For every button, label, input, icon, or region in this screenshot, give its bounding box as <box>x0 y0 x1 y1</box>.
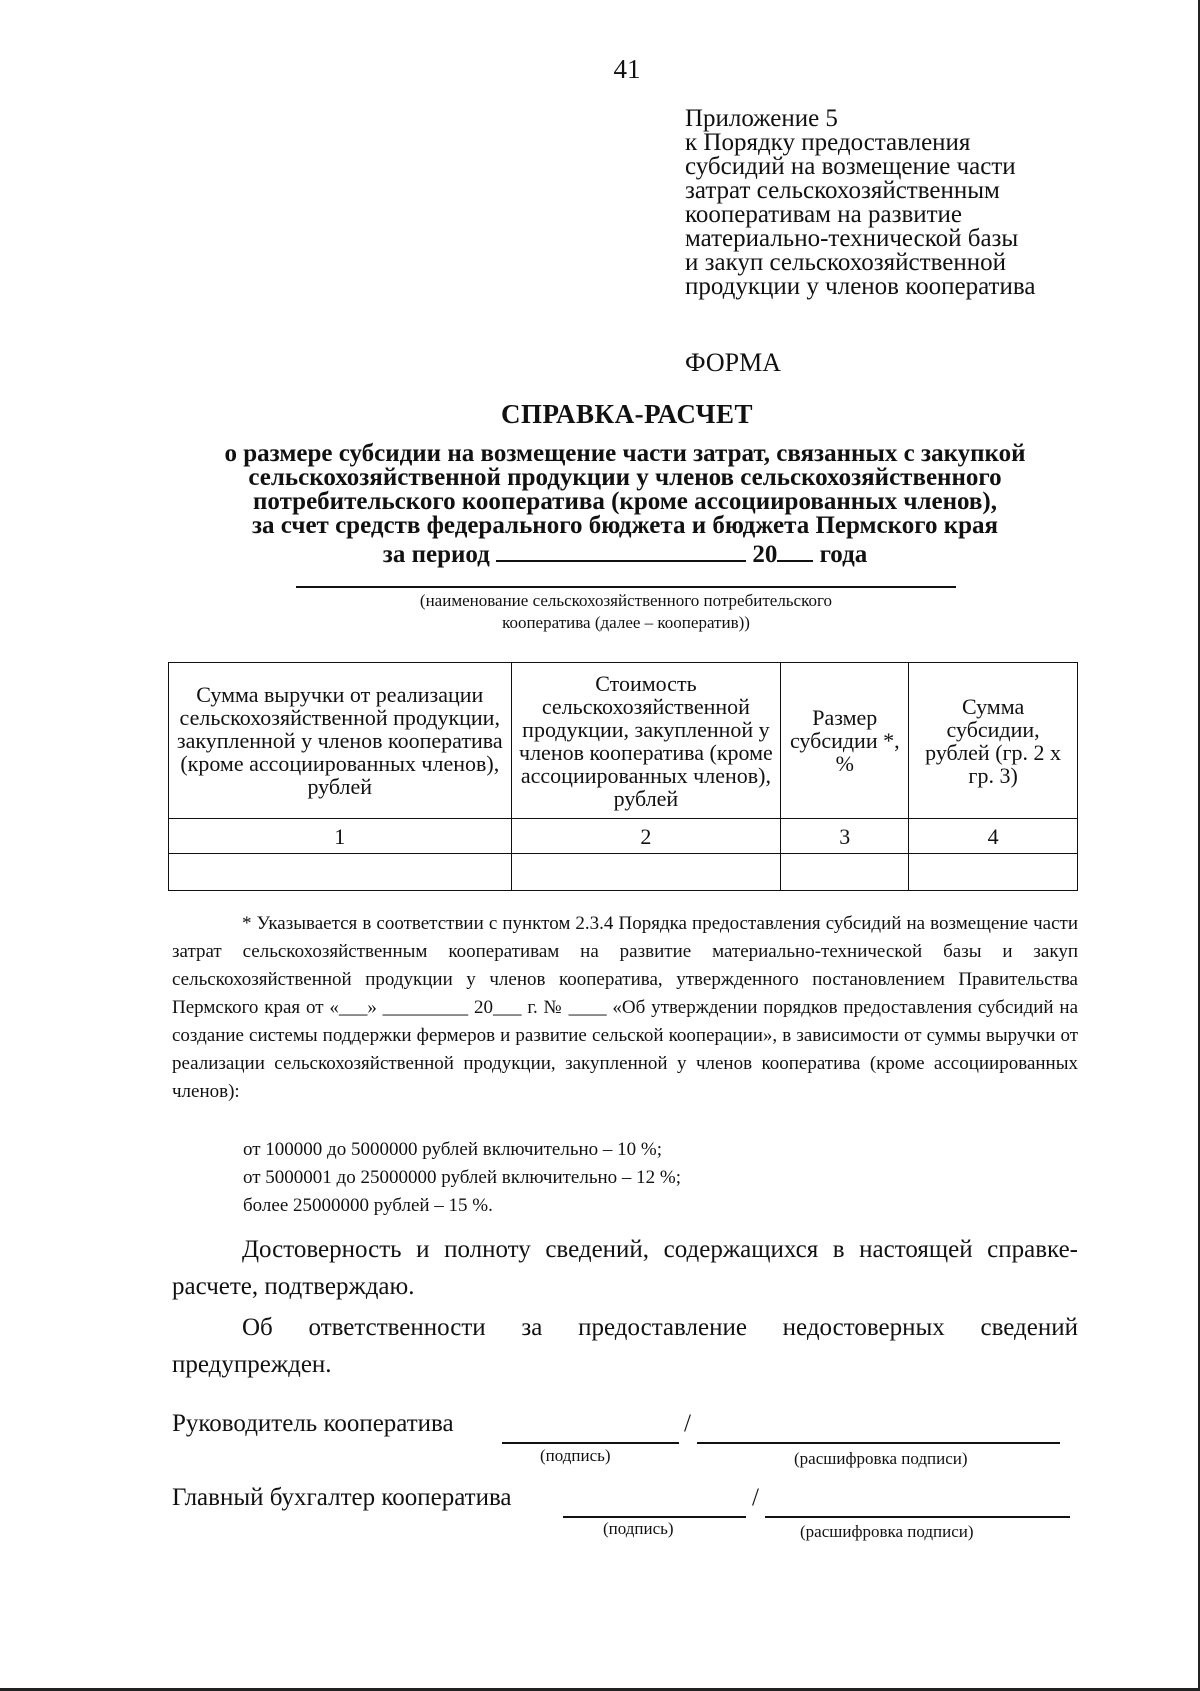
footnote <box>172 910 1078 1106</box>
signature-role: Главный бухгалтер кооператива <box>172 1484 512 1511</box>
table-number-row <box>169 819 1078 854</box>
rate-item: от 100000 до 5000000 рублей включительно – 10 %; <box>243 1139 663 1160</box>
accountant-decoding-field[interactable] <box>765 1514 1070 1518</box>
confirmation-paragraph: Достоверность и полноту сведений, содержащихся в настоящей справке-расчете, подтверждаю. <box>172 1236 1078 1300</box>
column-header-cost: Стоимость сельскохозяйственной продукции, закупленной у членов кооператива (кроме ассоциированных членов), рублей <box>511 663 781 819</box>
confirmation-block <box>172 1231 1078 1387</box>
cooperative-name-caption <box>296 590 956 634</box>
column-number: 1 <box>169 819 512 854</box>
appendix-line: кооперативам на развитие <box>685 201 963 228</box>
table-cell-subsidy-rate[interactable] <box>781 854 909 891</box>
subtitle-line: о размере субсидии на возмещение части затрат, связанных с закупкой <box>224 440 1026 467</box>
page-number: 41 <box>613 54 641 84</box>
subtitle-line: за счет средств федерального бюджета и бюджета Пермского края <box>251 512 999 539</box>
cooperative-name-field[interactable] <box>296 586 956 588</box>
calculation-table <box>168 662 1078 891</box>
document-subtitle <box>165 442 1085 567</box>
appendix-line: и закуп сельскохозяйственной <box>685 249 1006 276</box>
year-suffix: года <box>819 541 868 568</box>
caption-line: кооператива (далее – кооператив)) <box>502 613 750 632</box>
appendix-line: продукции у членов кооператива <box>685 273 1036 300</box>
subtitle-line: потребительского кооператива (кроме ассоциированных членов), <box>253 488 997 515</box>
footnote-text: * Указывается в соответствии с пунктом 2.3.4 Порядка предоставления субсидий на возмещение части затрат сельскохозяйственным кооперативам на развитие материально-технической базы и закуп сельскохозяйственной продукции у членов кооператива, утвержденного постановлением Правительства Пермского края от «___» _________ 20___ г. № ____ «Об утверждении порядков предоставления субсидий на создание системы поддержки фермеров и развитие сельской кооперации», в зависимости от суммы выручки от реализации сельскохозяйственной продукции, закупленной у членов кооператива (кроме ассоциированных членов): <box>172 913 1078 1102</box>
accountant-signature-field[interactable] <box>563 1514 746 1518</box>
period-field[interactable] <box>496 538 746 562</box>
document-title: СПРАВКА-РАСЧЕТ <box>501 399 753 429</box>
column-number: 4 <box>909 819 1078 854</box>
table-cell-revenue[interactable] <box>169 854 512 891</box>
year-prefix: 20 <box>752 541 778 568</box>
column-number: 2 <box>511 819 781 854</box>
decoding-caption: (расшифровка подписи) <box>800 1522 974 1541</box>
signature-separator: / <box>752 1484 759 1511</box>
period-line <box>383 538 867 567</box>
column-number: 3 <box>781 819 909 854</box>
appendix-block <box>685 107 1035 299</box>
table-row <box>169 854 1078 891</box>
rate-item: более 25000000 рублей – 15 %. <box>243 1195 493 1216</box>
signature-separator: / <box>684 1410 691 1437</box>
signature-caption: (подпись) <box>603 1519 674 1538</box>
head-decoding-field[interactable] <box>697 1440 1060 1444</box>
rate-item: от 5000001 до 25000000 рублей включительно – 12 %; <box>243 1167 682 1188</box>
signature-role: Руководитель кооператива <box>172 1410 454 1437</box>
signature-head <box>172 1410 454 1438</box>
appendix-line: субсидий на возмещение части <box>685 153 1016 180</box>
rates-list <box>243 1136 681 1220</box>
signature-accountant <box>172 1484 512 1512</box>
appendix-line: затрат сельскохозяйственным <box>685 177 1000 204</box>
form-label: ФОРМА <box>685 348 781 377</box>
table-cell-subsidy-amount[interactable] <box>909 854 1078 891</box>
table-header-row <box>169 663 1078 819</box>
period-prefix: за период <box>382 541 490 568</box>
subtitle-line: сельскохозяйственной продукции у членов сельскохозяйственного <box>248 464 1002 491</box>
appendix-line: материально-технической базы <box>685 225 1019 252</box>
decoding-caption: (расшифровка подписи) <box>794 1449 968 1468</box>
column-header-subsidy-amount: Сумма субсидии, рублей (гр. 2 х гр. 3) <box>909 663 1078 819</box>
table-cell-cost[interactable] <box>511 854 781 891</box>
head-signature-field[interactable] <box>502 1440 679 1444</box>
caption-line: (наименование сельскохозяйственного потребительского <box>419 591 833 610</box>
year-field[interactable] <box>777 538 813 562</box>
responsibility-paragraph: Об ответственности за предоставление недостоверных сведений предупрежден. <box>172 1314 1078 1378</box>
column-header-subsidy-rate: Размер субсидии *, % <box>781 663 909 819</box>
appendix-line: Приложение 5 <box>685 105 838 132</box>
appendix-line: к Порядку предоставления <box>685 129 971 156</box>
column-header-revenue: Сумма выручки от реализации сельскохозяйственной продукции, закупленной у членов кооператива (кроме ассоциированных членов), рублей <box>169 663 512 819</box>
signature-caption: (подпись) <box>540 1446 611 1465</box>
